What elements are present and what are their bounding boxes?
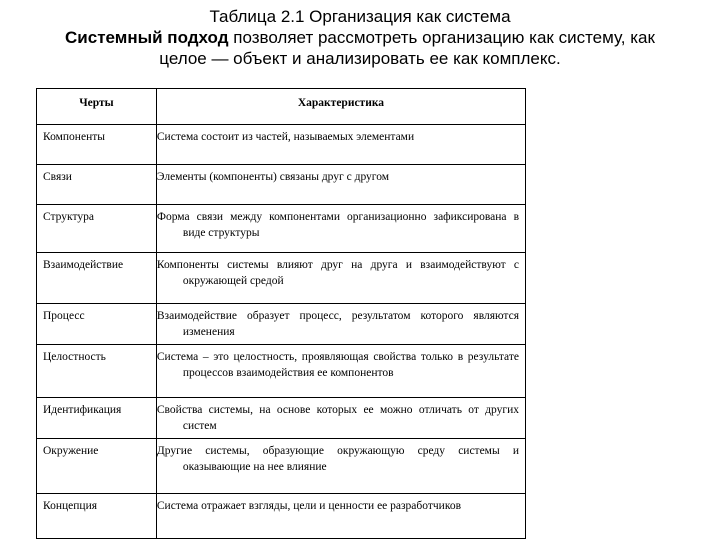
table-row — [37, 304, 526, 345]
table-row — [37, 205, 526, 253]
table-row — [37, 345, 526, 398]
table-row — [37, 439, 526, 494]
table-row — [37, 494, 526, 539]
table-caption: Таблица 2.1 Организация как система — [209, 7, 511, 26]
system-approach-term: Системный подход — [65, 28, 229, 47]
description-cell: Взаимодействие образует процесс, результатом которого являются изменения — [156, 304, 525, 345]
description-cell: Система отражает взгляды, цели и ценности ее разработчиков — [156, 494, 525, 539]
organization-system-table — [36, 88, 526, 539]
description-cell: Свойства системы, на основе которых ее можно отличать от других систем — [156, 398, 525, 439]
description-cell: Элементы (компоненты) связаны друг с другом — [156, 165, 525, 205]
heading-line-2-text: позволяет рассмотреть организацию как систему, как — [228, 28, 655, 47]
header-characteristic: Характеристика — [156, 89, 525, 125]
header-features: Черты — [37, 89, 157, 125]
feature-cell: Связи — [37, 165, 157, 205]
heading-line-2 — [0, 27, 720, 48]
description-cell: Другие системы, образующие окружающую среду системы и оказывающие на нее влияние — [156, 439, 525, 494]
description-cell: Система состоит из частей, называемых элементами — [156, 125, 525, 165]
feature-cell: Структура — [37, 205, 157, 253]
heading-line-3: целое — объект и анализировать ее как комплекс. — [159, 49, 561, 68]
feature-cell: Целостность — [37, 345, 157, 398]
description-cell: Форма связи между компонентами организационно зафиксирована в виде структуры — [156, 205, 525, 253]
feature-cell: Компоненты — [37, 125, 157, 165]
table-row — [37, 165, 526, 205]
table-row — [37, 253, 526, 304]
page-heading — [0, 6, 720, 69]
table-header-row — [37, 89, 526, 125]
feature-cell: Концепция — [37, 494, 157, 539]
feature-cell: Идентификация — [37, 398, 157, 439]
description-cell: Компоненты системы влияют друг на друга и взаимодействуют с окружающей средой — [156, 253, 525, 304]
feature-cell: Взаимодействие — [37, 253, 157, 304]
table-row — [37, 125, 526, 165]
table-row — [37, 398, 526, 439]
feature-cell: Окружение — [37, 439, 157, 494]
feature-cell: Процесс — [37, 304, 157, 345]
description-cell: Система – это целостность, проявляющая свойства только в результате процессов взаимодействия ее компонентов — [156, 345, 525, 398]
